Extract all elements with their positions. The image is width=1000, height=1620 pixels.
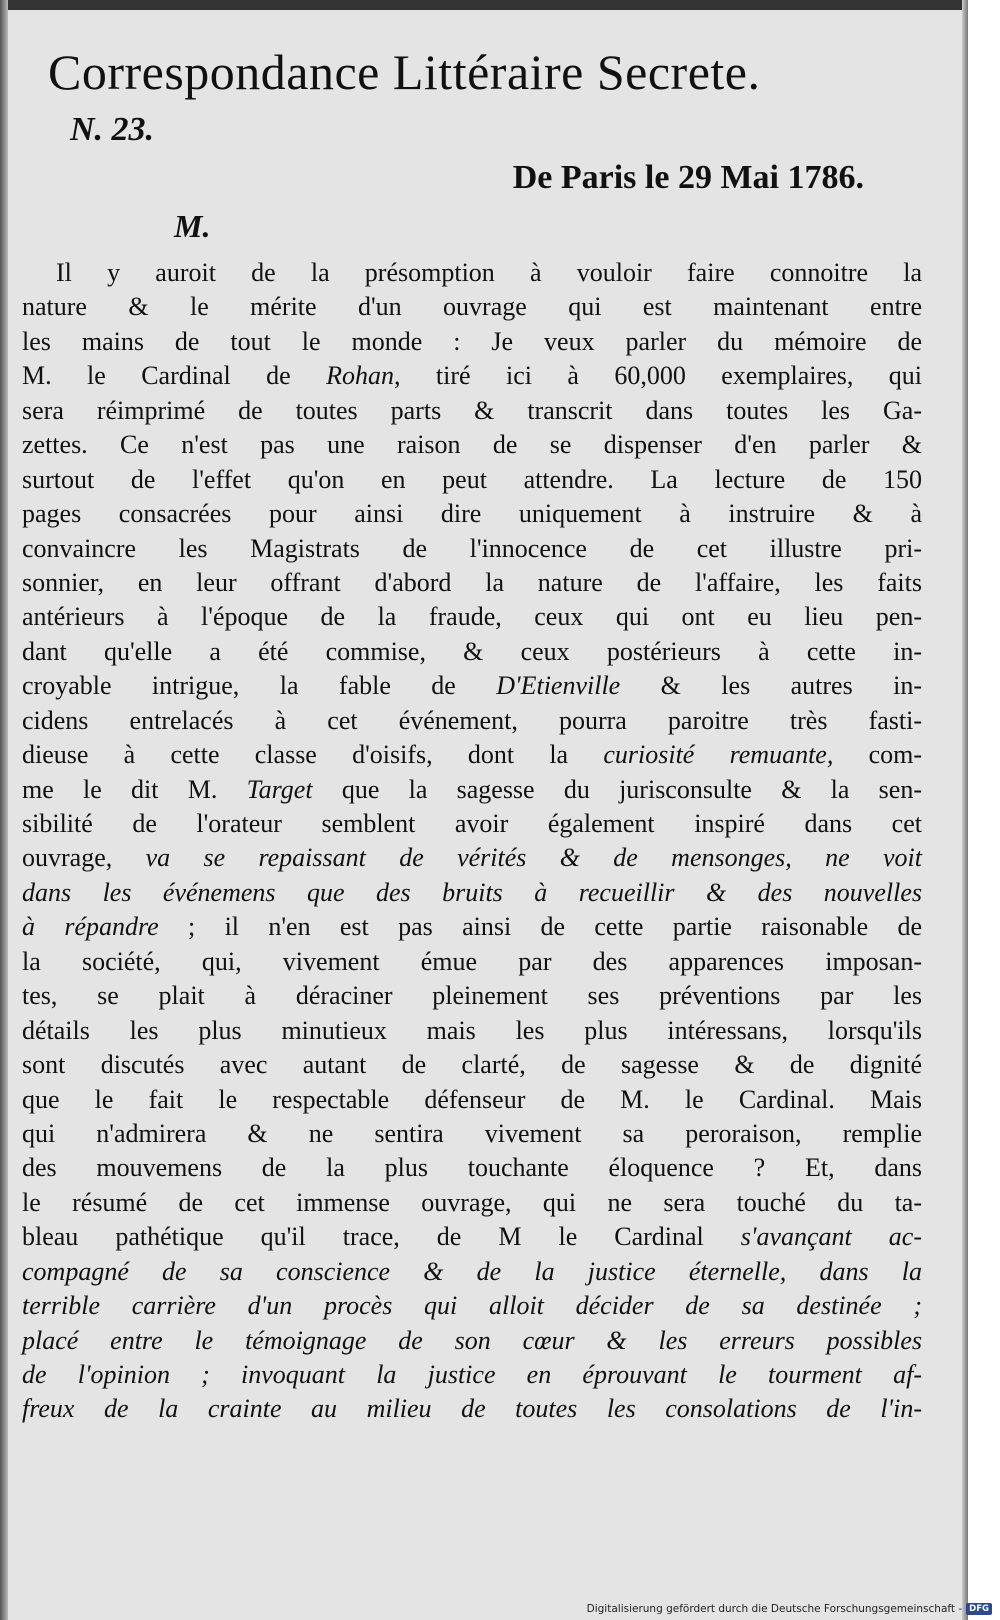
body-line — [22, 256, 922, 290]
page-content — [22, 40, 922, 1427]
italic-text: curiosité remuante, — [603, 740, 834, 770]
body-line — [22, 290, 922, 324]
body-line — [22, 1048, 922, 1082]
italic-text: va se repaissant de vérités & de mensonges, ne voit — [145, 843, 922, 873]
body-line — [22, 876, 922, 910]
body-text-segment: que le fait le respectable défenseur de M. le Cardinal. Mais — [22, 1084, 922, 1114]
body-line — [22, 841, 922, 875]
body-text-segment: antérieurs à l'époque de la fraude, ceux qui ont eu lieu pen- — [22, 602, 922, 632]
body-text-segment: sibilité de l'orateur semblent avoir également inspiré dans cet — [22, 809, 922, 838]
body-text-segment: Il y auroit de la présomption à vouloir faire connoitre la — [56, 258, 922, 287]
body-text-segment: me le dit M. — [22, 774, 247, 804]
body-text-segment: croyable intrigue, la fable de — [22, 671, 497, 701]
body-line — [22, 600, 922, 634]
salutation: M. — [174, 208, 211, 244]
italic-text: Rohan — [326, 361, 394, 391]
body-text-segment: , tiré ici à 60,000 exemplaires, qui — [394, 361, 922, 391]
body-line — [22, 773, 922, 807]
body-text-segment: convaincre les Magistrats de l'innocence de cet illustre pri- — [22, 533, 922, 563]
italic-text: dans les événemens que des bruits à recueillir & des nouvelles — [22, 877, 922, 907]
body-line — [22, 979, 922, 1013]
credit-text: Digitalisierung gefördert durch die Deutsche Forschungsgemeinschaft - — [586, 1603, 963, 1615]
body-text-segment: détails les plus minutieux mais les plus intéressans, lorsqu'ils — [22, 1015, 922, 1045]
body-line — [22, 1151, 922, 1185]
dfg-logo-icon: DFG — [966, 1603, 992, 1615]
italic-text: à répandre — [22, 912, 159, 942]
body-line — [22, 1014, 922, 1048]
body-line — [22, 1358, 922, 1392]
body-text-segment: zettes. Ce n'est pas une raison de se dispenser d'en parler & — [22, 430, 922, 460]
body-line — [22, 1083, 922, 1117]
body-line — [22, 704, 922, 738]
body-text-segment: cidens entrelacés à cet événement, pourra paroitre très fasti- — [22, 705, 922, 735]
body-text-segment: ouvrage, — [22, 843, 146, 873]
body-text-segment: sera réimprimé de toutes parts & transcrit dans toutes les Ga- — [22, 395, 922, 425]
body-text-segment: dant qu'elle a été commise, & ceux postérieurs à cette in- — [22, 636, 922, 666]
body-text-segment: sonnier, en leur offrant d'abord la nature de l'affaire, les faits — [22, 567, 922, 597]
body-text-segment: bleau pathétique qu'il trace, de M le Cardinal — [22, 1222, 741, 1252]
italic-text: Target — [246, 774, 313, 804]
body-text-segment: qui n'admirera & ne sentira vivement sa peroraison, remplie — [22, 1118, 922, 1148]
body-text-segment: & les autres in- — [620, 671, 922, 701]
body-text-segment: les mains de tout le monde : Je veux parler du mémoire de — [22, 326, 922, 356]
scan-right-edge — [962, 0, 968, 1620]
body-text-segment: la société, qui, vivement émue par des apparences imposan- — [22, 946, 922, 976]
body-text-segment: le résumé de cet immense ouvrage, qui ne sera touché du ta- — [22, 1187, 922, 1217]
body-text-segment: que la sagesse du jurisconsulte & la sen- — [312, 774, 922, 804]
body-line — [22, 1324, 922, 1358]
body-line — [22, 669, 922, 703]
body-line — [22, 807, 922, 841]
body-line — [22, 1289, 922, 1323]
body-line — [22, 566, 922, 600]
body-text-segment: sont discutés avec autant de clarté, de sagesse & de dignité — [22, 1050, 922, 1080]
italic-text: terrible carrière d'un procès qui alloit décider de sa destinée ; — [22, 1291, 922, 1321]
body-line — [22, 910, 922, 944]
body-line — [22, 497, 922, 531]
body-line — [22, 945, 922, 979]
italic-text: placé entre le témoignage de son cœur & les erreurs possibles — [22, 1325, 922, 1355]
body-line — [22, 325, 922, 359]
page-title: Correspondance Littéraire Secrete. — [48, 44, 761, 100]
body-text-segment: ; il n'en est pas ainsi de cette partie raisonable de — [158, 912, 923, 942]
body-text-segment: surtout de l'effet qu'on en peut attendre. La lecture de 150 — [22, 464, 922, 494]
italic-text: freux de la crainte au milieu de toutes les consolations de l'in- — [22, 1394, 922, 1424]
italic-text: compagné de sa conscience & de la justice éternelle, dans la — [22, 1256, 922, 1286]
issue-number: N. 23. — [70, 111, 155, 148]
body-line — [22, 359, 922, 393]
body-line — [22, 1117, 922, 1151]
italic-text: de l'opinion ; invoquant la justice en éprouvant le tourment af- — [22, 1360, 922, 1389]
body-line — [22, 738, 922, 772]
italic-text: D'Etienville — [496, 671, 621, 701]
body-text-segment: tes, se plait à déraciner pleinement ses préventions par les — [22, 981, 922, 1011]
digitization-credit — [587, 1603, 992, 1615]
body-text-segment: pages consacrées pour ainsi dire uniquement à instruire & à — [22, 499, 922, 529]
body-line — [22, 463, 922, 497]
body-line — [22, 1392, 922, 1426]
body-text-segment: des mouvemens de la plus touchante éloquence ? Et, dans — [22, 1153, 922, 1183]
body-text-segment: nature & le mérite d'un ouvrage qui est maintenant entre — [22, 292, 922, 322]
italic-text: s'avançant ac- — [740, 1222, 922, 1252]
body-line — [22, 635, 922, 669]
dateline: De Paris le 29 Mai 1786. — [512, 159, 864, 196]
body-line — [22, 1186, 922, 1220]
body-text-segment: M. le Cardinal de — [22, 361, 327, 391]
body-text — [22, 256, 922, 1427]
body-text-segment: dieuse à cette classe d'oisifs, dont la — [22, 740, 604, 770]
body-line — [22, 394, 922, 428]
body-line — [22, 428, 922, 462]
scan-top-edge — [0, 0, 968, 10]
scan-left-edge — [0, 0, 8, 1620]
body-line — [22, 1255, 922, 1289]
body-line — [22, 532, 922, 566]
body-line — [22, 1220, 922, 1254]
body-text-segment: com- — [833, 740, 922, 770]
